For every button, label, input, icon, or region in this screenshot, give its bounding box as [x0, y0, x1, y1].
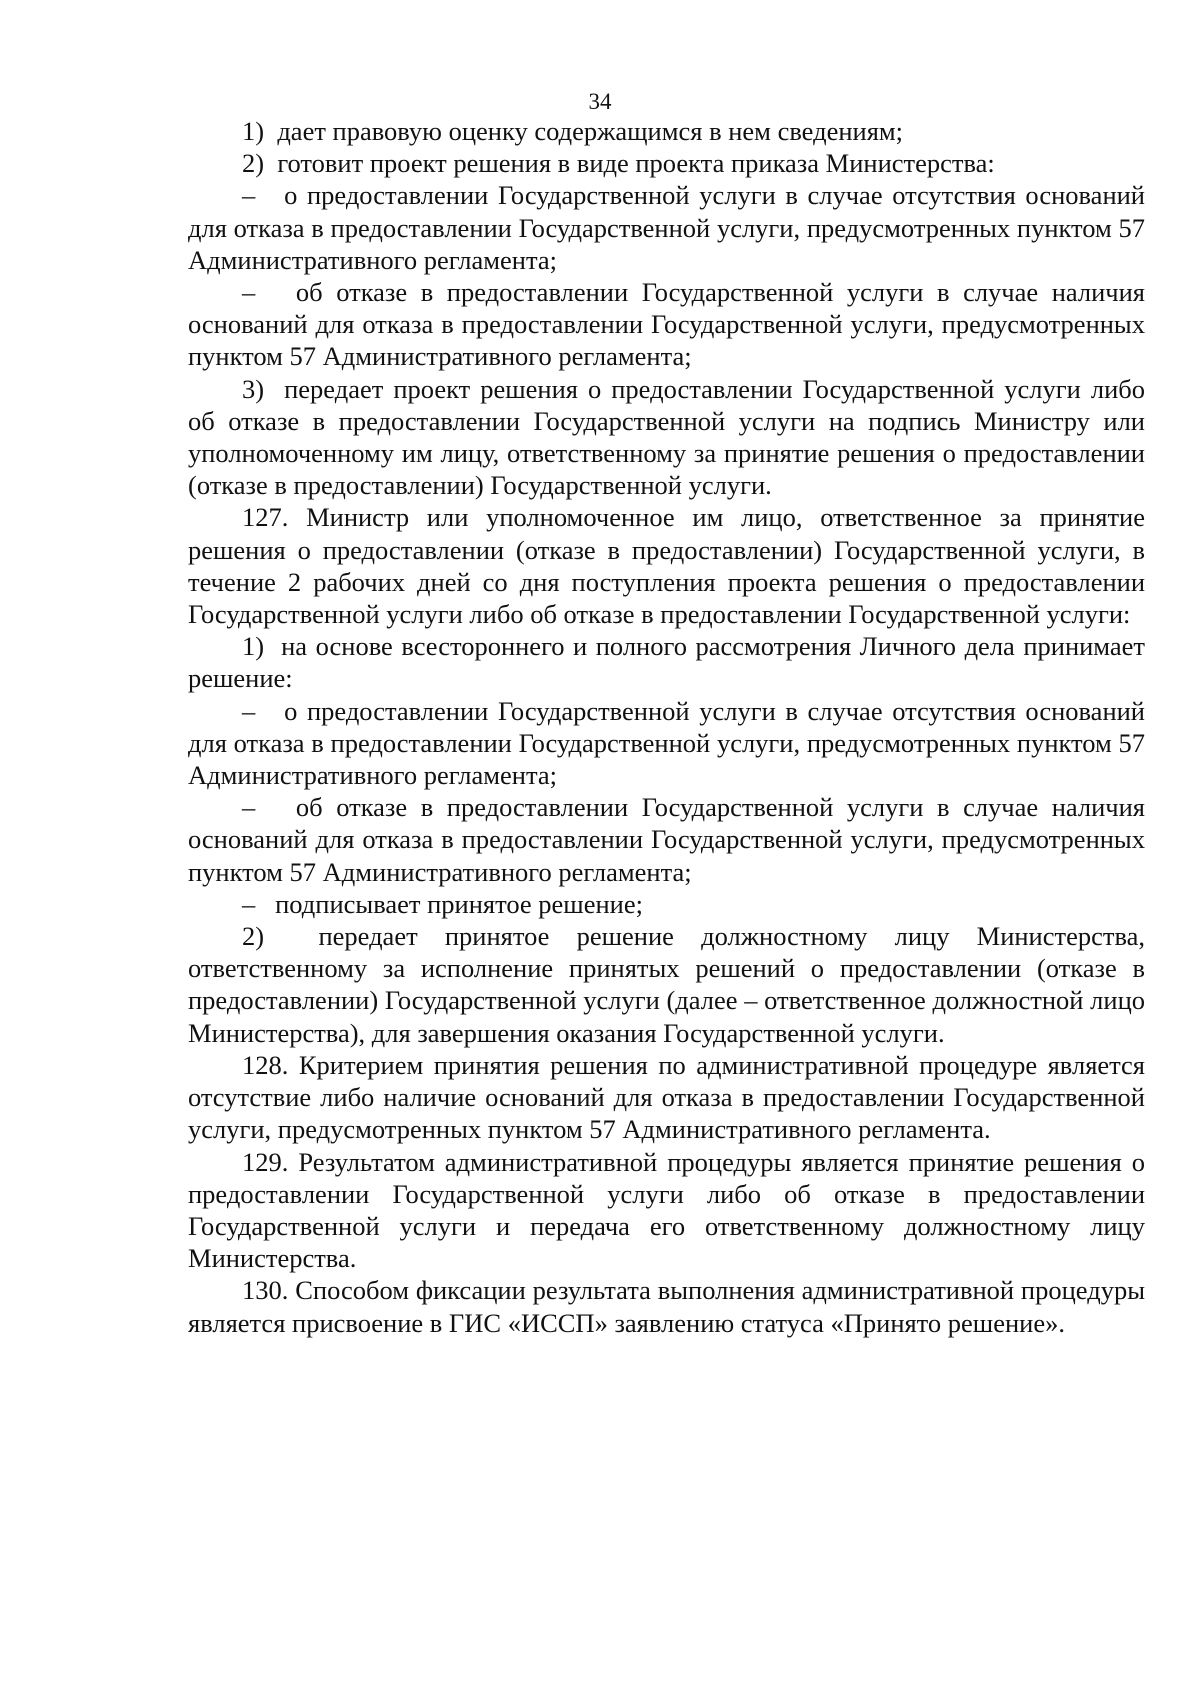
page-number: 34	[588, 89, 612, 114]
clause-127: 127. Министр или уполномоченное им лицо, ответственное за принятие решения о предоставлении (отказе в предоставлении) Государственной услуги, в течение 2 рабочих дней со дня поступления проекта решения о предоставлении Государственной услуги либо об отказе в предоставлении Государственной услуги:	[188, 502, 1145, 630]
list-item: – об отказе в предоставлении Государственной услуги в случае наличия оснований для отказа в предоставлении Государственной услуги, предусмотренных пунктом 57 Административного регламента;	[188, 792, 1145, 887]
clause-128: 128. Критерием принятия решения по административной процедуре является отсутствие либо наличие оснований для отказа в предоставлении Государственной услуги, предусмотренных пунктом 57 Административного регламента.	[188, 1049, 1145, 1145]
clause-129: 129. Результатом административной процедуры является принятие решения о предоставлении Государственной услуги либо об отказе в предоставлении Государственной услуги и передача его ответственному должностному лицу Министерства.	[188, 1146, 1145, 1274]
list-item: 2) передает принятое решение должностному лицу Министерства, ответственному за исполнение принятых решений о предоставлении (отказе в предоставлении) Государственной услуги (далее – ответственное должностной лицо Министерства), для завершения оказания Государственной услуги.	[188, 921, 1145, 1048]
list-item: – подписывает принятое решение;	[242, 888, 643, 919]
list-item: 2) готовит проект решения в виде проекта приказа Министерства:	[242, 148, 995, 179]
document-body	[188, 115, 1145, 1339]
list-item: 3) передает проект решения о предоставлении Государственной услуги либо об отказе в предоставлении Государственной услуги на подпись Министру или уполномоченному им лицу, ответственному за принятие решения о предоставлении (отказе в предоставлении) Государственной услуги.	[188, 373, 1145, 501]
clause-130: 130. Способом фиксации результата выполнения административной процедуры является присвоение в ГИС «ИССП» заявлению статуса «Принято решение».	[188, 1275, 1145, 1338]
list-item: – об отказе в предоставлении Государственной услуги в случае наличия оснований для отказа в предоставлении Государственной услуги, предусмотренных пунктом 57 Административного регламента;	[188, 277, 1145, 372]
list-item: 1) на основе всестороннего и полного рассмотрения Личного дела принимает решение:	[188, 631, 1145, 694]
list-item: 1) дает правовую оценку содержащимся в нем сведениям;	[242, 116, 904, 146]
list-item: – о предоставлении Государственной услуги в случае отсутствия оснований для отказа в предоставлении Государственной услуги, предусмотренных пунктом 57 Административного регламента;	[188, 695, 1145, 791]
list-item: – о предоставлении Государственной услуги в случае отсутствия оснований для отказа в предоставлении Государственной услуги, предусмотренных пунктом 57 Административного регламента;	[188, 180, 1145, 275]
